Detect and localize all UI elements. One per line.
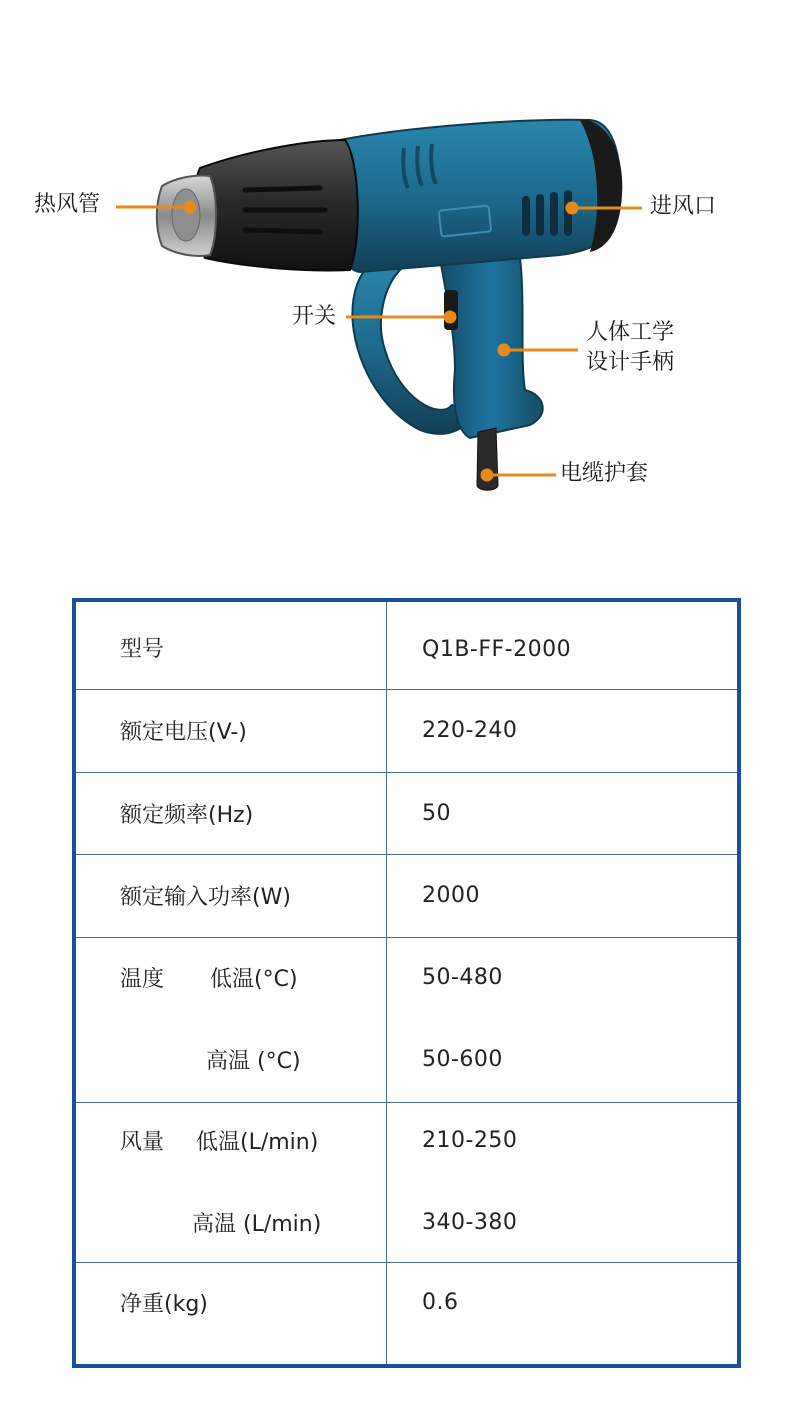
weight-label: 净重(kg) (120, 1292, 208, 1317)
table-row-power (76, 855, 737, 938)
temperature-low-value: 50-480 (422, 965, 503, 990)
callout-handle-line2: 设计手柄 (586, 350, 675, 375)
heat-gun-image (0, 0, 800, 540)
voltage-label: 额定电压(V-) (120, 720, 247, 745)
callout-handle-line1: 人体工学 (586, 320, 675, 345)
airflow-high-label: 高温 (L/min) (192, 1212, 322, 1237)
weight-value: 0.6 (422, 1290, 459, 1315)
grip (440, 258, 543, 438)
switch (444, 290, 458, 330)
power-label: 额定输入功率(W) (120, 885, 291, 910)
callout-cable-sleeve: 电缆护套 (560, 461, 649, 486)
spec-table (72, 598, 741, 1368)
airflow-label: 风量 (120, 1130, 165, 1155)
temperature-low-label: 低温(°C) (210, 967, 298, 992)
table-row-frequency (76, 773, 737, 855)
voltage-value: 220-240 (422, 718, 518, 743)
table-row-weight (76, 1263, 737, 1364)
airflow-low-value: 210-250 (422, 1128, 518, 1153)
model-value: Q1B-FF-2000 (422, 637, 572, 662)
frequency-value: 50 (422, 801, 451, 826)
model-label: 型号 (120, 637, 165, 662)
temperature-high-label: 高温 (°C) (206, 1049, 301, 1074)
frequency-label: 额定频率(Hz) (120, 803, 254, 828)
power-value: 2000 (422, 883, 480, 908)
table-row-temperature (76, 938, 737, 1103)
airflow-high-value: 340-380 (422, 1210, 518, 1235)
nozzle-shroud (193, 140, 358, 271)
temperature-label: 温度 (120, 967, 165, 992)
temperature-high-value: 50-600 (422, 1047, 503, 1072)
callout-handle (586, 318, 674, 378)
tip-mesh (172, 189, 200, 241)
callout-air-inlet: 进风口 (650, 194, 717, 219)
table-row-airflow (76, 1103, 737, 1263)
table-row-model (76, 602, 737, 690)
product-illustration (0, 0, 800, 540)
callout-switch: 开关 (292, 304, 337, 329)
main-body (335, 120, 620, 272)
airflow-low-label: 低温(L/min) (196, 1130, 319, 1155)
callout-hot-air-tube: 热风管 (34, 192, 101, 217)
table-row-voltage (76, 690, 737, 773)
